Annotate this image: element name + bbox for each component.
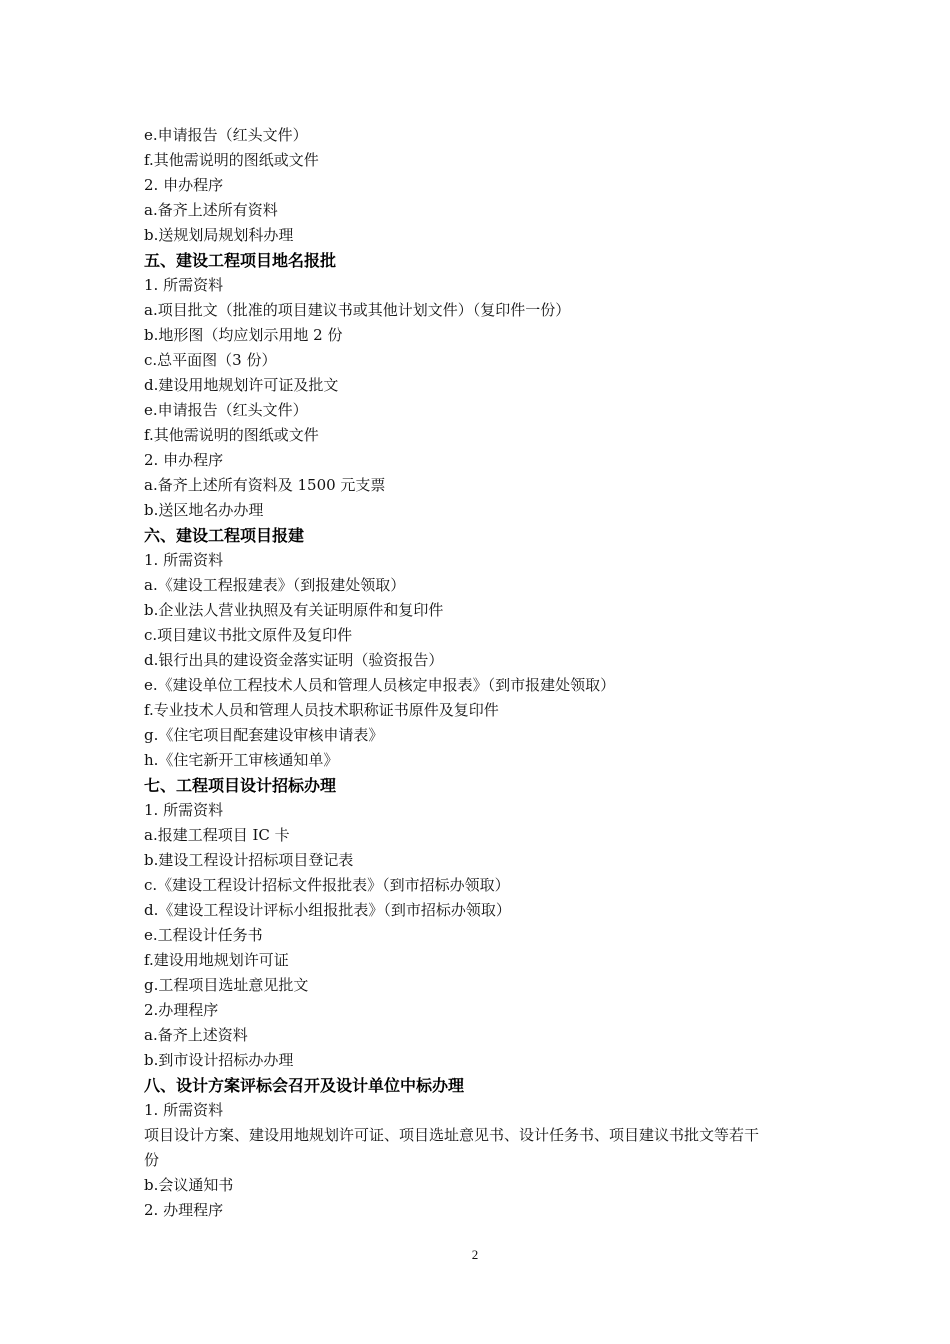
text-line: 2. 申办程序 — [144, 451, 224, 469]
text-line: a.备齐上述所有资料及 1500 元支票 — [144, 476, 386, 494]
text-line: b.会议通知书 — [144, 1176, 234, 1194]
section-heading: 八、设计方案评标会召开及设计单位中标办理 — [144, 1076, 465, 1095]
text-line: c.《建设工程设计招标文件报批表》（到市招标办领取） — [144, 876, 510, 894]
text-line: f.专业技术人员和管理人员技术职称证书原件及复印件 — [144, 701, 499, 719]
text-line: b.到市设计招标办办理 — [144, 1051, 294, 1069]
text-line: f.其他需说明的图纸或文件 — [144, 151, 319, 169]
text-line: d.银行出具的建设资金落实证明（验资报告） — [144, 651, 444, 669]
text-line: d.建设用地规划许可证及批文 — [144, 376, 339, 394]
text-line: 2.办理程序 — [144, 1001, 219, 1019]
text-line: e.《建设单位工程技术人员和管理人员核定申报表》（到市报建处领取） — [144, 676, 616, 694]
text-line: b.企业法人营业执照及有关证明原件和复印件 — [144, 601, 444, 619]
text-line: h.《住宅新开工审核通知单》 — [144, 751, 339, 769]
text-line: a.项目批文（批准的项目建议书或其他计划文件）（复印件一份） — [144, 301, 571, 319]
text-line: e.工程设计任务书 — [144, 926, 263, 944]
text-line: 1. 所需资料 — [144, 276, 224, 294]
text-line: 1. 所需资料 — [144, 551, 224, 569]
text-line: c.项目建议书批文原件及复印件 — [144, 626, 353, 644]
text-line: f.建设用地规划许可证 — [144, 951, 289, 969]
section-heading: 七、工程项目设计招标办理 — [144, 776, 337, 795]
text-line: g.工程项目选址意见批文 — [144, 976, 309, 994]
text-line: b.地形图（均应划示用地 2 份 — [144, 326, 343, 344]
page-body — [144, 123, 814, 1223]
text-line: a.报建工程项目 IC 卡 — [144, 826, 290, 844]
text-line: b.送规划局规划科办理 — [144, 226, 294, 244]
text-line: b.送区地名办办理 — [144, 501, 264, 519]
page-number: 2 — [471, 1247, 479, 1262]
text-line: 1. 所需资料 — [144, 1101, 224, 1119]
text-line: 项目设计方案、建设用地规划许可证、项目选址意见书、设计任务书、项目建议书批文等若干 — [144, 1126, 760, 1144]
section-heading: 六、建设工程项目报建 — [144, 526, 305, 545]
text-line: f.其他需说明的图纸或文件 — [144, 426, 319, 444]
text-line: e.申请报告（红头文件） — [144, 126, 308, 144]
text-line: 1. 所需资料 — [144, 801, 224, 819]
text-line: a.《建设工程报建表》（到报建处领取） — [144, 576, 406, 594]
text-line: g.《住宅项目配套建设审核申请表》 — [144, 726, 384, 744]
section-heading: 五、建设工程项目地名报批 — [144, 251, 337, 270]
text-line: e.申请报告（红头文件） — [144, 401, 308, 419]
text-line: a.备齐上述所有资料 — [144, 201, 278, 219]
text-line: b.建设工程设计招标项目登记表 — [144, 851, 354, 869]
text-line: 2. 办理程序 — [144, 1201, 224, 1219]
text-line: 份 — [144, 1151, 160, 1169]
text-line: 2. 申办程序 — [144, 176, 224, 194]
text-line: a.备齐上述资料 — [144, 1026, 248, 1044]
text-line: c.总平面图（3 份） — [144, 351, 277, 369]
text-line: d.《建设工程设计评标小组报批表》（到市招标办领取） — [144, 901, 511, 919]
